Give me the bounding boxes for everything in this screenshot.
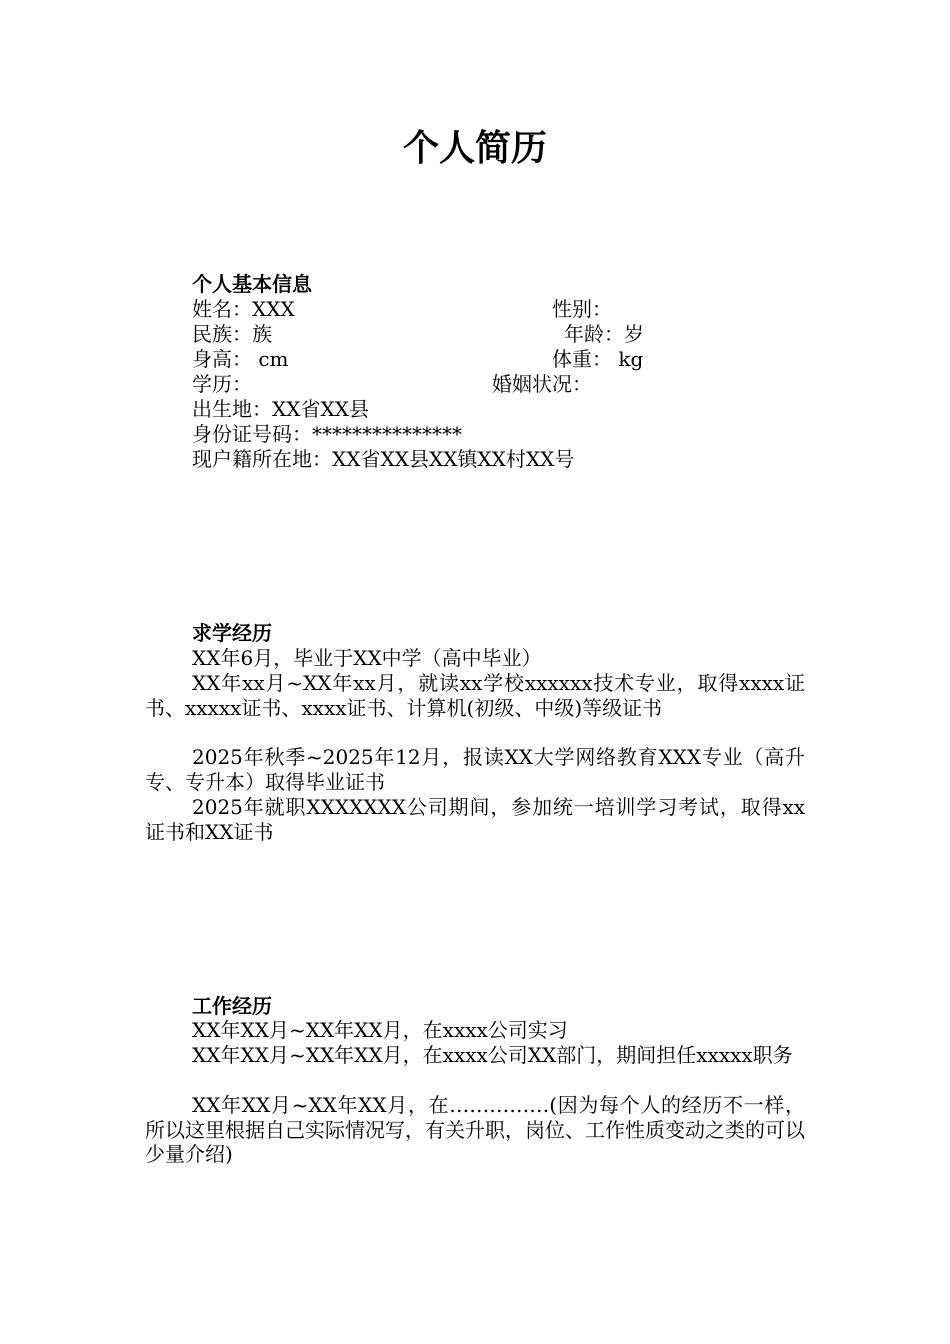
field-gender: 性别： [552, 297, 612, 321]
work-item: XX年XX月~XX年XX月，在xxxx公司XX部门，期间担任xxxxx职务 [192, 1043, 793, 1067]
work-item: XX年XX月~XX年XX月，在xxxx公司实习 [192, 1018, 568, 1042]
field-birthplace: 出生地：XX省XX县 [192, 397, 369, 421]
field-education: 学历： [192, 372, 252, 396]
education-item: 2025年秋季~2025年12月，报读XX大学网络教育XXX专业（高升专、专升本）取得毕业证书 [145, 745, 805, 794]
education-item: 2025年就职XXXXXXX公司期间，参加统一培训学习考试，取得xx证书和XX证书 [145, 795, 805, 844]
field-id-number: 身份证号码：*************** [192, 422, 462, 446]
education-item: XX年6月，毕业于XX中学（高中毕业） [192, 646, 542, 670]
field-age: 年龄：岁 [564, 322, 644, 346]
work-item: XX年XX月~XX年XX月，在……………(因为每个人的经历不一样，所以这里根据自己实际情况写，有关升职，岗位、工作性质变动之类的可以少量介绍) [145, 1093, 805, 1166]
education-item: XX年xx月~XX年xx月，就读xx学校xxxxxx技术专业，取得xxxx证书、xxxxx证书、xxxx证书、计算机(初级、中级)等级证书 [145, 671, 805, 720]
field-name: 姓名：XXX [192, 297, 295, 321]
field-height: 身高： cm [192, 347, 289, 371]
field-ethnicity: 民族：族 [192, 322, 272, 346]
field-marital-status: 婚姻状况： [492, 372, 592, 396]
field-weight: 体重： kg [552, 347, 644, 371]
section-heading-work: 工作经历 [192, 994, 272, 1018]
section-heading-education: 求学经历 [192, 621, 272, 645]
section-heading-basic-info: 个人基本信息 [192, 272, 312, 296]
field-household-registration: 现户籍所在地：XX省XX县XX镇XX村XX号 [192, 447, 575, 471]
page-title: 个人简历 [402, 128, 547, 169]
